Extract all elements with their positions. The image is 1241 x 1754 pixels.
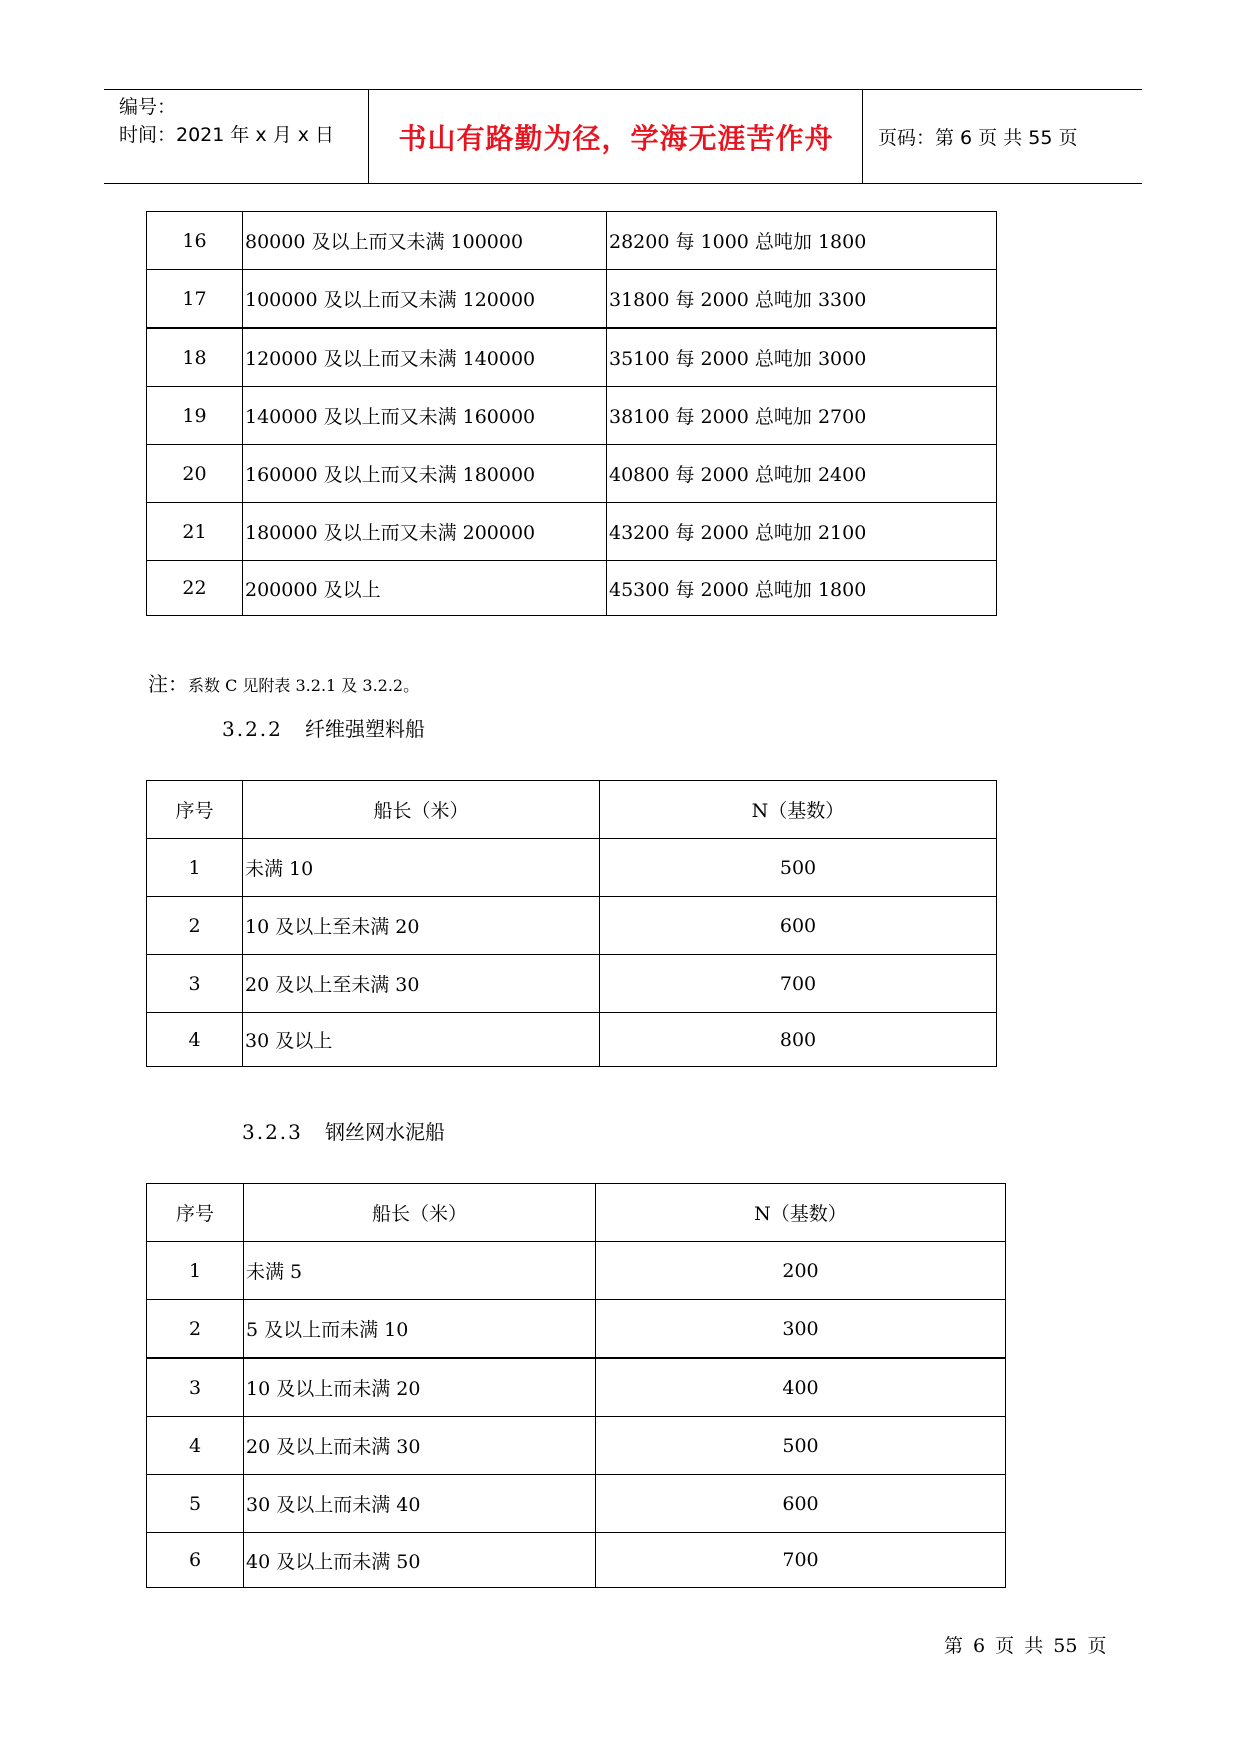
row-number: 1	[147, 1242, 244, 1300]
table-row	[147, 1242, 1006, 1300]
fee-value: 40800 每 2000 总吨加 2400	[607, 445, 997, 503]
tonnage-range: 120000 及以上而又未满 140000	[243, 328, 607, 387]
fee-value: 43200 每 2000 总吨加 2100	[607, 503, 997, 561]
table-row	[147, 1533, 1006, 1588]
fee-value: 31800 每 2000 总吨加 3300	[607, 270, 997, 329]
column-header: N（基数）	[600, 781, 997, 839]
table-note	[148, 668, 419, 697]
note-text: 系数 C 见附表 3.2.1 及 3.2.2。	[188, 676, 420, 695]
header-motto-cell	[370, 90, 863, 183]
table-row	[147, 1300, 1006, 1359]
row-number: 2	[147, 897, 243, 955]
table-row	[147, 955, 997, 1013]
doc-time-label: 时间：2021 年 x 月 x 日	[119, 124, 335, 146]
section-heading-322	[222, 713, 425, 742]
row-number: 2	[147, 1300, 244, 1359]
tonnage-fee-table	[146, 211, 997, 616]
base-value: 600	[596, 1475, 1006, 1533]
table-row	[147, 1358, 1006, 1417]
ferrocement-boat-table	[146, 1183, 1006, 1588]
column-header: 序号	[147, 781, 243, 839]
table-header-row	[147, 1184, 1006, 1242]
column-header: 船长（米）	[243, 781, 600, 839]
section-title: 纤维强塑料船	[305, 717, 425, 741]
row-number: 18	[147, 328, 243, 387]
boat-length: 10 及以上而未满 20	[244, 1358, 596, 1417]
boat-length: 未满 10	[243, 839, 600, 897]
base-value: 400	[596, 1358, 1006, 1417]
table-row	[147, 503, 997, 561]
table-row	[147, 1475, 1006, 1533]
column-header: 序号	[147, 1184, 244, 1242]
row-number: 4	[147, 1013, 243, 1067]
section-heading-323	[242, 1116, 445, 1145]
section-number: 3.2.2	[222, 717, 283, 741]
row-number: 22	[147, 561, 243, 616]
boat-length: 未满 5	[244, 1242, 596, 1300]
base-value: 300	[596, 1300, 1006, 1359]
column-header: 船长（米）	[244, 1184, 596, 1242]
page-header	[104, 89, 1142, 184]
table-row	[147, 897, 997, 955]
base-value: 500	[596, 1417, 1006, 1475]
fiberglass-boat-table	[146, 780, 997, 1067]
tonnage-range: 160000 及以上而又未满 180000	[243, 445, 607, 503]
tonnage-range: 80000 及以上而又未满 100000	[243, 212, 607, 270]
base-value: 700	[596, 1533, 1006, 1588]
boat-length: 20 及以上而未满 30	[244, 1417, 596, 1475]
row-number: 16	[147, 212, 243, 270]
row-number: 3	[147, 955, 243, 1013]
row-number: 19	[147, 387, 243, 445]
row-number: 1	[147, 839, 243, 897]
boat-length: 30 及以上而未满 40	[244, 1475, 596, 1533]
section-title: 钢丝网水泥船	[325, 1120, 445, 1144]
header-meta-cell	[104, 90, 369, 183]
header-page-label: 页码：第 6 页 共 55 页	[878, 127, 1078, 149]
fee-value: 28200 每 1000 总吨加 1800	[607, 212, 997, 270]
section-number: 3.2.3	[242, 1120, 303, 1144]
header-motto: 书山有路勤为径，学海无涯苦作舟	[398, 121, 834, 155]
table-row	[147, 839, 997, 897]
boat-length: 20 及以上至未满 30	[243, 955, 600, 1013]
base-value: 500	[600, 839, 997, 897]
base-value: 200	[596, 1242, 1006, 1300]
table-row	[147, 328, 997, 387]
base-value: 800	[600, 1013, 997, 1067]
table-row	[147, 387, 997, 445]
table-header-row	[147, 781, 997, 839]
table-row	[147, 445, 997, 503]
table-row	[147, 1013, 997, 1067]
table-row	[147, 212, 997, 270]
row-number: 17	[147, 270, 243, 329]
tonnage-range: 180000 及以上而又未满 200000	[243, 503, 607, 561]
table-row	[147, 561, 997, 616]
note-lead: 注：	[148, 672, 188, 696]
column-header: N（基数）	[596, 1184, 1006, 1242]
fee-value: 35100 每 2000 总吨加 3000	[607, 328, 997, 387]
page-footer: 第 6 页 共 55 页	[944, 1635, 1107, 1657]
boat-length: 5 及以上而未满 10	[244, 1300, 596, 1359]
boat-length: 10 及以上至未满 20	[243, 897, 600, 955]
tonnage-range: 200000 及以上	[243, 561, 607, 616]
tonnage-range: 140000 及以上而又未满 160000	[243, 387, 607, 445]
tonnage-range: 100000 及以上而又未满 120000	[243, 270, 607, 329]
row-number: 4	[147, 1417, 244, 1475]
fee-value: 45300 每 2000 总吨加 1800	[607, 561, 997, 616]
row-number: 21	[147, 503, 243, 561]
fee-value: 38100 每 2000 总吨加 2700	[607, 387, 997, 445]
boat-length: 40 及以上而未满 50	[244, 1533, 596, 1588]
boat-length: 30 及以上	[243, 1013, 600, 1067]
header-page-cell	[864, 90, 1142, 183]
table-row	[147, 1417, 1006, 1475]
row-number: 5	[147, 1475, 244, 1533]
base-value: 600	[600, 897, 997, 955]
row-number: 6	[147, 1533, 244, 1588]
base-value: 700	[600, 955, 997, 1013]
row-number: 20	[147, 445, 243, 503]
table-row	[147, 270, 997, 329]
row-number: 3	[147, 1358, 244, 1417]
doc-number-label: 编号：	[119, 96, 177, 118]
